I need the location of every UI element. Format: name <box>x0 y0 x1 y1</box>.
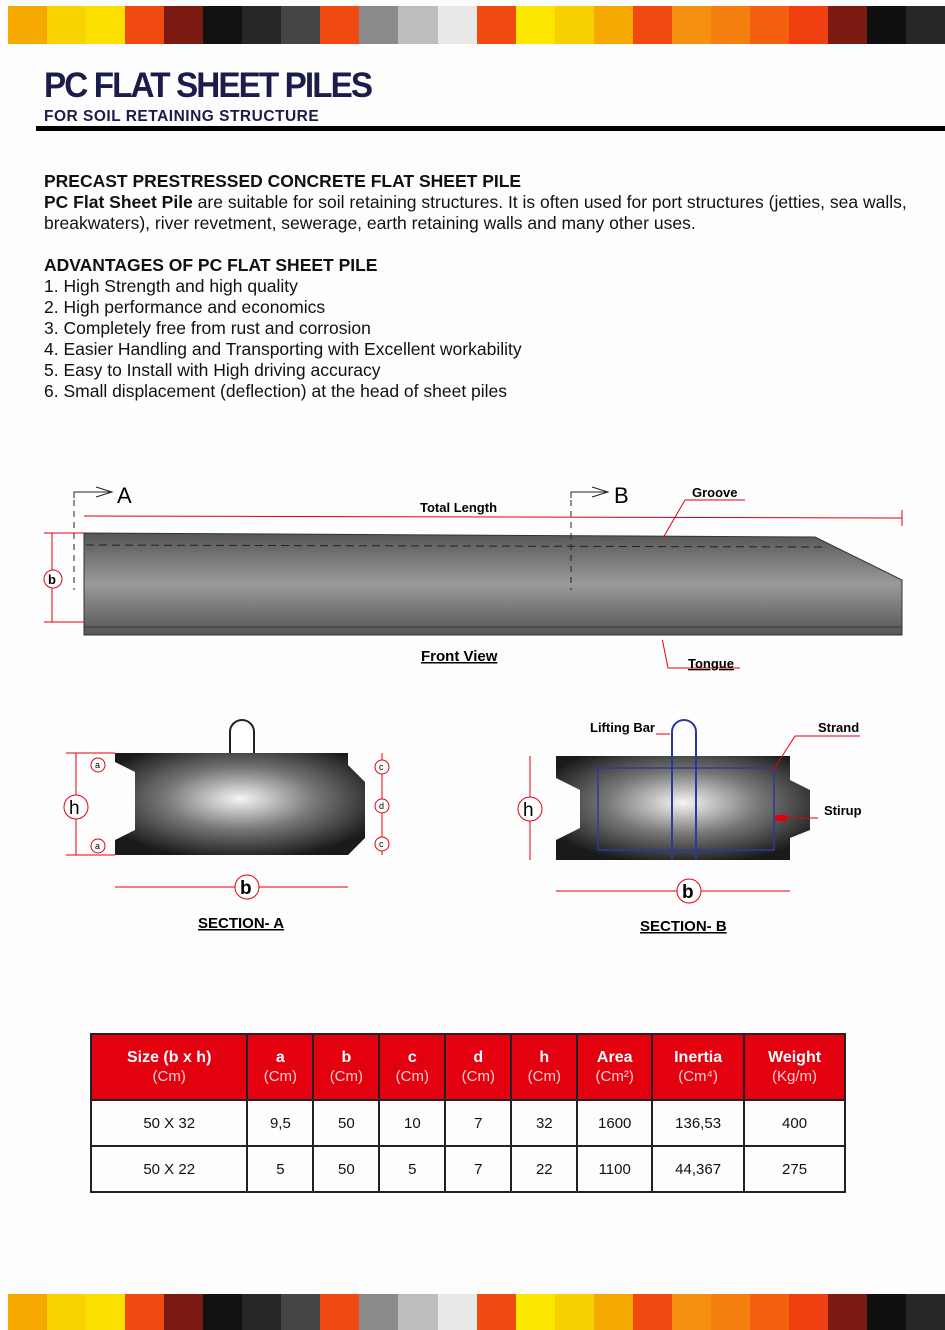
color-swatch <box>867 6 906 44</box>
table-row <box>91 1100 845 1146</box>
total-length-label: Total Length <box>420 500 498 515</box>
table-row <box>91 1146 845 1192</box>
table-cell: 5 <box>379 1146 445 1192</box>
color-swatch <box>477 6 516 44</box>
color-swatch <box>359 1294 398 1330</box>
color-swatch <box>828 6 867 44</box>
page-title: PC FLAT SHEET PILES <box>44 66 372 105</box>
table-cell: 1600 <box>577 1100 652 1146</box>
advantages-section <box>44 255 522 402</box>
color-swatch <box>47 6 86 44</box>
table-cell: 10 <box>379 1100 445 1146</box>
col-c: c (Cm) <box>379 1034 445 1100</box>
pile-body <box>84 533 902 635</box>
section-a-arrow-icon <box>74 487 112 498</box>
color-swatch <box>906 6 945 44</box>
color-swatch <box>203 6 242 44</box>
color-swatch <box>516 6 555 44</box>
color-swatch <box>281 6 320 44</box>
color-swatch <box>242 6 281 44</box>
color-swatch <box>555 1294 594 1330</box>
color-swatch <box>47 1294 86 1330</box>
table-cell: 22 <box>511 1146 577 1192</box>
table-header-row <box>91 1034 845 1100</box>
section-b-marker: B <box>614 483 629 508</box>
list-item: 4. Easier Handling and Transporting with Excellent workability <box>44 339 522 359</box>
table-cell: 32 <box>511 1100 577 1146</box>
color-swatch <box>711 6 750 44</box>
advantages-heading: ADVANTAGES OF PC FLAT SHEET PILE <box>44 255 378 275</box>
advantages-list <box>44 276 522 402</box>
color-swatch <box>242 1294 281 1330</box>
tongue-label: Tongue <box>688 656 734 671</box>
color-swatch <box>789 6 828 44</box>
groove-label: Groove <box>692 485 738 500</box>
color-swatch <box>86 1294 125 1330</box>
color-swatch <box>828 1294 867 1330</box>
color-swatch <box>8 6 47 44</box>
h-dimension-label: h <box>523 800 534 821</box>
a-top-label: a <box>95 760 101 770</box>
c-top-label: c <box>379 762 384 772</box>
color-swatch <box>359 6 398 44</box>
table-cell: 9,5 <box>247 1100 313 1146</box>
table-cell: 1100 <box>577 1146 652 1192</box>
section-b-caption: SECTION- B <box>640 918 727 935</box>
h-dimension-label: h <box>69 798 80 819</box>
front-view-labels <box>400 640 760 680</box>
color-swatch <box>555 6 594 44</box>
color-swatch <box>594 6 633 44</box>
list-item: 1. High Strength and high quality <box>44 276 298 296</box>
col-h: h (Cm) <box>511 1034 577 1100</box>
page-subtitle: FOR SOIL RETAINING STRUCTURE <box>44 108 320 125</box>
table-cell: 136,53 <box>652 1100 744 1146</box>
stirup-label: Stirup <box>824 803 862 818</box>
table-cell: 50 <box>313 1146 379 1192</box>
color-swatch <box>672 1294 711 1330</box>
col-d: d (Cm) <box>445 1034 511 1100</box>
col-area: Area (Cm²) <box>577 1034 652 1100</box>
color-swatch <box>203 1294 242 1330</box>
b-dimension-label: b <box>682 882 694 903</box>
table-cell: 50 X 32 <box>91 1100 247 1146</box>
total-length-dimension <box>84 516 902 518</box>
table-cell: 5 <box>247 1146 313 1192</box>
color-strip-bottom <box>8 1294 945 1330</box>
list-item: 6. Small displacement (deflection) at the head of sheet piles <box>44 381 508 401</box>
section-b-diagram <box>500 710 900 940</box>
color-swatch <box>594 1294 633 1330</box>
section-a-caption: SECTION- A <box>198 915 285 932</box>
col-b: b (Cm) <box>313 1034 379 1100</box>
color-swatch <box>320 6 359 44</box>
table-cell: 275 <box>744 1146 845 1192</box>
color-swatch <box>750 6 789 44</box>
color-swatch <box>438 6 477 44</box>
lifting-bar-label: Lifting Bar <box>590 720 655 735</box>
color-swatch <box>398 6 437 44</box>
color-swatch <box>320 1294 359 1330</box>
color-swatch <box>164 1294 203 1330</box>
c-bottom-label: c <box>379 839 384 849</box>
col-inertia: Inertia (Cm⁴) <box>652 1034 744 1100</box>
b-dimension-label: b <box>240 878 252 899</box>
section-b-arrow-icon <box>571 487 608 498</box>
color-swatch <box>8 1294 47 1330</box>
intro-heading: PRECAST PRESTRESSED CONCRETE FLAT SHEET PILE <box>44 171 522 191</box>
col-size: Size (b x h) (Cm) <box>91 1034 247 1100</box>
col-a: a (Cm) <box>247 1034 313 1100</box>
table-cell: 44,367 <box>652 1146 744 1192</box>
intro-paragraph <box>44 192 914 234</box>
color-strip-top <box>8 6 945 44</box>
list-item: 3. Completely free from rust and corrosion <box>44 318 371 338</box>
table-cell: 7 <box>445 1146 511 1192</box>
table-cell: 50 X 22 <box>91 1146 247 1192</box>
specification-table <box>90 1033 846 1193</box>
color-swatch <box>438 1294 477 1330</box>
table-cell: 400 <box>744 1100 845 1146</box>
strand-label: Strand <box>818 720 860 735</box>
a-bottom-label: a <box>95 841 101 851</box>
color-swatch <box>789 1294 828 1330</box>
color-swatch <box>398 1294 437 1330</box>
section-a-marker: A <box>117 483 132 508</box>
color-swatch <box>633 6 672 44</box>
section-a-diagram <box>40 710 420 940</box>
intro-body: are suitable for soil retaining structures. It is often used for port structures (jetties, sea walls, breakwaters), river revetment, sewerage, earth retaining walls and many other uses. <box>44 192 907 233</box>
color-swatch <box>867 1294 906 1330</box>
color-swatch <box>750 1294 789 1330</box>
b-dimension-label: b <box>48 572 56 587</box>
list-item: 2. High performance and economics <box>44 297 326 317</box>
color-swatch <box>86 6 125 44</box>
divider <box>36 126 945 131</box>
color-swatch <box>711 1294 750 1330</box>
list-item: 5. Easy to Install with High driving accuracy <box>44 360 381 380</box>
color-swatch <box>906 1294 945 1330</box>
d-label: d <box>379 801 385 811</box>
table-cell: 50 <box>313 1100 379 1146</box>
color-swatch <box>125 6 164 44</box>
color-swatch <box>164 6 203 44</box>
color-swatch <box>516 1294 555 1330</box>
front-view-caption: Front View <box>421 648 498 665</box>
color-swatch <box>672 6 711 44</box>
table-cell: 7 <box>445 1100 511 1146</box>
color-swatch <box>477 1294 516 1330</box>
color-swatch <box>633 1294 672 1330</box>
col-weight: Weight (Kg/m) <box>744 1034 845 1100</box>
color-swatch <box>125 1294 164 1330</box>
color-swatch <box>281 1294 320 1330</box>
intro-section <box>44 171 914 234</box>
intro-lead: PC Flat Sheet Pile <box>44 192 193 212</box>
